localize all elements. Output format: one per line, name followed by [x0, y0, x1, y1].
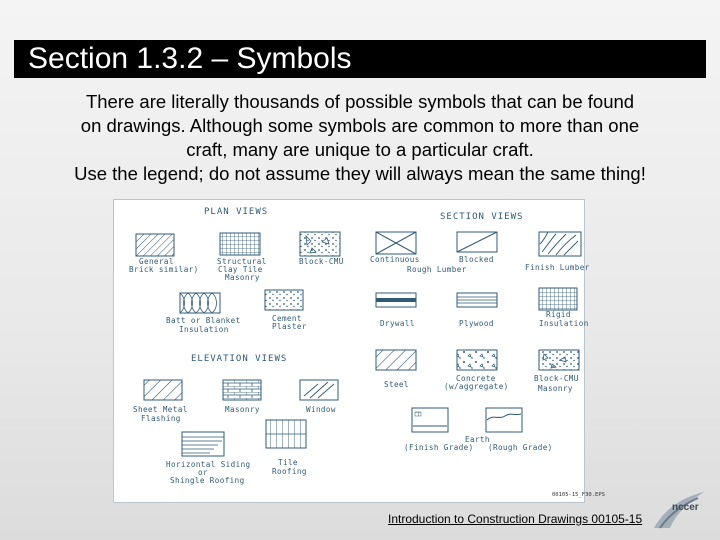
label-rough-grade: (Rough Grade) — [488, 443, 553, 452]
label-masonry: Masonry — [225, 273, 260, 282]
concrete-symbol — [444, 350, 509, 391]
label-tile: Tile — [278, 458, 298, 467]
label-masonry-elev: Masonry — [225, 405, 260, 414]
label-general: General — [139, 257, 174, 266]
label-masonry-2: Masonry — [538, 384, 573, 393]
blocked-symbol — [407, 232, 497, 274]
label-horizontal-siding: Horizontal Siding — [166, 460, 251, 469]
tile-roofing-symbol — [266, 420, 307, 476]
label-cement: Cement — [272, 314, 302, 323]
label-window: Window — [306, 405, 336, 414]
batt-insulation-symbol — [166, 293, 241, 334]
horizontal-siding-symbol — [166, 432, 251, 485]
window-symbol — [300, 380, 338, 414]
label-sheet-metal: Sheet Metal — [133, 405, 188, 414]
symbols-figure — [113, 199, 605, 503]
label-plywood: Plywood — [459, 319, 494, 328]
finish-lumber-symbol — [525, 232, 590, 272]
section-views-heading: SECTION VIEWS — [440, 212, 524, 222]
warning-sentence: Use the legend; do not assume they will always mean the same thing! — [74, 163, 646, 184]
label-structural: Structural — [217, 257, 267, 266]
steel-symbol — [376, 350, 416, 389]
label-clay-tile: Clay Tile — [218, 265, 263, 274]
cement-plaster-symbol — [265, 290, 307, 331]
slide-title: Section 1.3.2 – Symbols — [14, 40, 706, 78]
continuous-symbol — [370, 232, 420, 264]
label-roofing: Roofing — [272, 467, 307, 476]
label-finish-lumber: Finish Lumber — [525, 263, 590, 272]
figure-id: 00105-15_F30.EPS — [552, 492, 605, 498]
label-rigid-insulation: Insulation — [539, 319, 589, 328]
logo-text: nccer — [672, 502, 699, 513]
label-rigid: Rigid — [546, 310, 571, 319]
label-insulation: Insulation — [179, 325, 229, 334]
masonry-elevation-symbol — [223, 380, 261, 414]
label-batt-or-blanket: Batt or Blanket — [166, 316, 241, 325]
block-cmu-section-symbol — [534, 350, 579, 393]
label-w-aggregate: (w/aggregate) — [444, 382, 509, 391]
label-blocked: Blocked — [459, 255, 494, 264]
elevation-views-heading: ELEVATION VIEWS — [191, 354, 288, 364]
label-block-cmu-2: Block-CMU — [534, 374, 579, 383]
earth-symbol — [404, 408, 553, 452]
general-brick-symbol — [129, 234, 199, 274]
rigid-insulation-symbol — [539, 288, 589, 328]
plan-views-heading: PLAN VIEWS — [204, 207, 269, 217]
footer-text: Introduction to Construction Drawings 00105-15 — [388, 512, 643, 526]
label-rough-lumber: Rough Lumber — [407, 265, 467, 274]
drywall-symbol — [376, 293, 416, 328]
label-concrete: Concrete — [456, 374, 496, 383]
sheet-metal-symbol — [133, 380, 188, 423]
block-cmu-plan-symbol — [299, 232, 344, 266]
label-block-cmu: Block-CMU — [299, 257, 344, 266]
structural-clay-tile-symbol — [217, 233, 267, 282]
label-or: or — [198, 468, 208, 477]
label-plaster: Plaster — [272, 322, 307, 331]
slide-body — [40, 90, 680, 186]
intro-paragraph: There are literally thousands of possible symbols that can be found on drawings. Although some symbols are common to more than one craft, many are unique to a particular craft. — [80, 91, 640, 160]
label-continuous: Continuous — [370, 255, 420, 264]
label-finish-grade: (Finish Grade) — [404, 443, 474, 452]
label-shingle-roofing: Shingle Roofing — [170, 476, 245, 485]
label-drywall: Drywall — [380, 319, 415, 328]
plywood-symbol — [457, 293, 497, 328]
label-flashing: Flashing — [141, 414, 181, 423]
label-brick-similar: Brick similar) — [129, 265, 199, 274]
label-earth: Earth — [465, 435, 490, 444]
label-steel: Steel — [384, 380, 409, 389]
nccer-logo — [650, 488, 706, 532]
